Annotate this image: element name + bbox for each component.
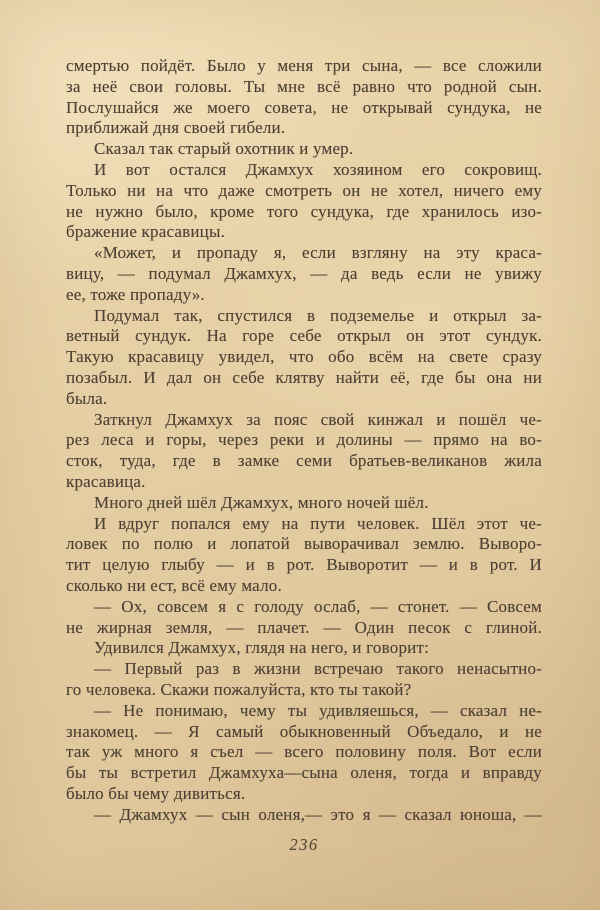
- text-line: — Первый раз в жизни встречаю такого ненасытно-: [94, 659, 542, 679]
- text-line: была.: [66, 388, 108, 408]
- text-line: Послушайся же моего совета, не открывай сундука, не: [66, 97, 542, 117]
- text-line: Такую красавицу увидел, что обо всём на свете сразу: [66, 347, 542, 367]
- text-line: Сказал так старый охотник и умер.: [94, 139, 354, 159]
- text-line: «Может, и пропаду я, если взгляну на эту краса-: [94, 243, 542, 263]
- text-line: сколько ни ест, всё ему мало.: [66, 575, 282, 595]
- text-line: Заткнул Джамхух за пояс свой кинжал и пошёл че-: [94, 409, 542, 429]
- text-line: — Не понимаю, чему ты удивляешься, — сказал не-: [94, 700, 542, 720]
- text-line: вицу, — подумал Джамхух, — да ведь если не увижу: [66, 263, 542, 283]
- text-line: знакомец. — Я самый обыкновенный Объедало, и не: [66, 721, 542, 741]
- text-line: позабыл. И дал он себе клятву найти её, где бы она ни: [66, 367, 542, 387]
- text-line: — Джамхух — сын оленя,— это я — сказал юноша, —: [94, 804, 542, 824]
- text-line: красавица.: [66, 471, 146, 491]
- text-line: так уж много я съел — всего половину поля. Вот если: [66, 742, 542, 762]
- text-line: ловек по полю и лопатой выворачивал землю. Выворо-: [66, 534, 542, 554]
- text-line: не жирная земля, — плачет. — Один песок с глиной.: [66, 617, 542, 637]
- text-line: Только ни на что даже смотреть он не хотел, ничего ему: [66, 180, 542, 200]
- page-number: 236: [289, 835, 319, 854]
- text-line: бы ты встретил Джамхуха—сына оленя, тогда и вправду: [66, 763, 542, 783]
- text-line: ветный сундук. На горе себе открыл он этот сундук.: [66, 326, 542, 346]
- text-line: Много дней шёл Джамхух, много ночей шёл.: [94, 492, 429, 512]
- text-line: Подумал так, спустился в подземелье и открыл за-: [94, 305, 542, 325]
- text-line: го человека. Скажи пожалуйста, кто ты такой?: [66, 679, 412, 699]
- text-line: было бы чему дивиться.: [66, 783, 246, 803]
- text-line: сток, туда, где в замке семи братьев-великанов жила: [66, 451, 542, 471]
- page-text-block: [66, 56, 542, 825]
- text-line: ее, тоже пропаду».: [66, 284, 205, 304]
- text-line: приближай дня своей гибели.: [66, 118, 286, 138]
- text-line: смертью пойдёт. Было у меня три сына, — все сложили: [66, 56, 542, 75]
- text-line: — Ох, совсем я с голоду ослаб, — стонет. — Совсем: [94, 596, 542, 616]
- text-line: бражение красавицы.: [66, 222, 226, 242]
- text-line: Удивился Джамхух, глядя на него, и говорит:: [94, 638, 429, 658]
- text-line: И вдруг попался ему на пути человек. Шёл этот че-: [94, 513, 542, 533]
- text-line: рез леса и горы, через реки и долины — прямо на во-: [66, 430, 542, 450]
- text-line: не нужно было, кроме того сундука, где хранилось изо-: [66, 201, 542, 221]
- text-line: тит целую глыбу — и в рот. Выворотит — и в рот. И: [66, 555, 542, 575]
- text-line: И вот остался Джамхух хозяином его сокровищ.: [94, 159, 542, 179]
- text-line: за неё свои головы. Ты мне всё равно что родной сын.: [66, 76, 542, 96]
